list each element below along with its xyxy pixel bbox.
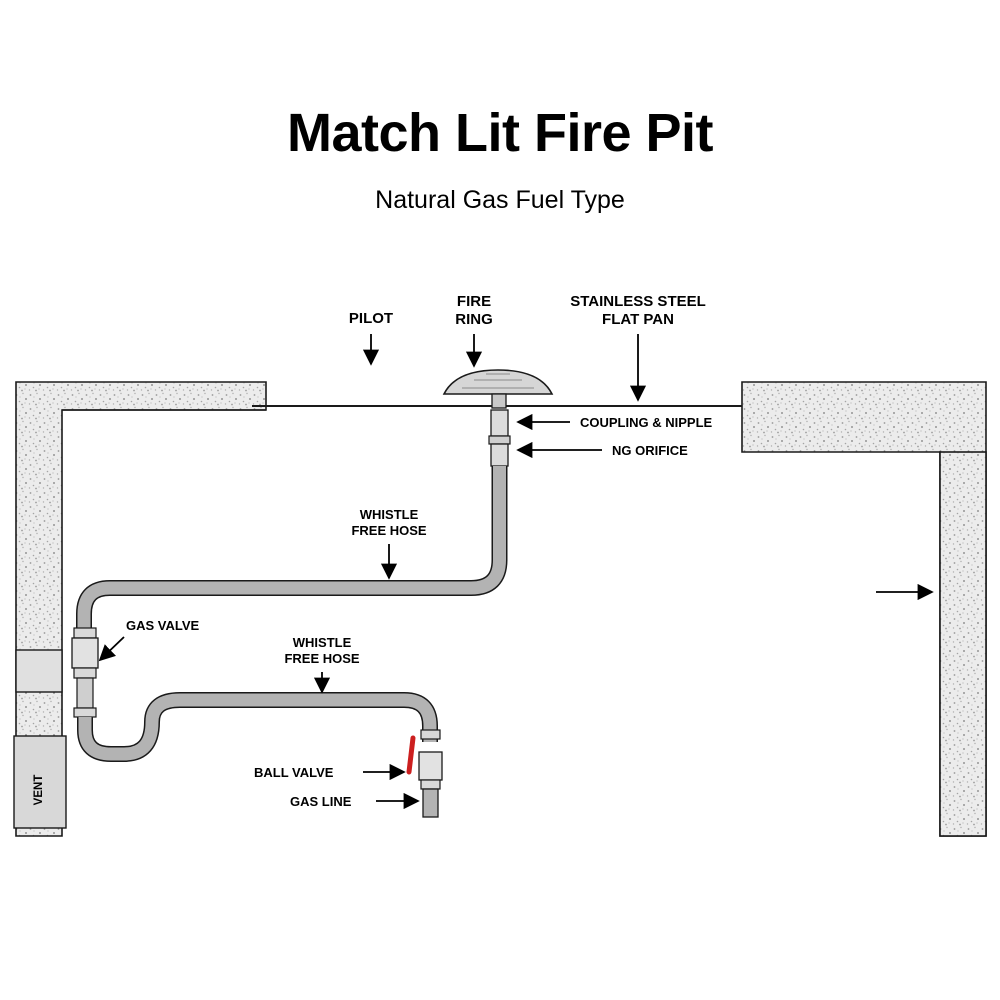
callout-whistle-free-hose-upper — [351, 507, 426, 578]
callout-fire-ring — [455, 293, 493, 366]
right-inner-column — [940, 452, 986, 836]
flat-pan-label-line2: FLAT PAN — [602, 311, 674, 328]
gas-valve-assembly — [72, 628, 98, 717]
gas-line-pipe — [423, 789, 438, 817]
ng-orifice-label: NG ORIFICE — [612, 443, 688, 458]
whistle-free-hose-lower-label-line1: WHISTLE — [292, 635, 352, 650]
gas-valve-top-collar — [74, 628, 96, 638]
callout-gas-line — [290, 794, 418, 809]
fire-ring-assembly — [444, 370, 552, 408]
page-title: Match Lit Fire Pit — [286, 103, 714, 163]
whistle-free-hose-lower-label-line2: FREE HOSE — [284, 651, 360, 666]
fire-ring-label-line1: FIRE — [456, 293, 492, 310]
callout-whistle-free-hose-lower — [284, 635, 359, 692]
coupling-collar — [489, 436, 510, 444]
upper-gas-line — [84, 410, 510, 628]
wall-penetration-sleeve — [16, 650, 62, 692]
ball-valve-handle — [409, 738, 413, 772]
coupling-and-nipple — [491, 410, 508, 436]
ball-valve-label: BALL VALVE — [254, 765, 334, 780]
ball-valve-body — [419, 752, 442, 780]
pilot-label: PILOT — [348, 310, 394, 327]
page-subtitle: Natural Gas Fuel Type — [375, 186, 625, 214]
callout-flat-pan — [570, 293, 706, 400]
gas-valve-body — [72, 638, 98, 668]
callout-pilot — [349, 310, 393, 364]
ball-valve-bottom-collar — [421, 780, 440, 789]
coupling-nipple-label: COUPLING & NIPPLE — [580, 415, 713, 430]
callout-ball-valve — [254, 765, 404, 780]
callout-ng-orifice — [518, 443, 688, 458]
gas-valve-nipple — [77, 678, 93, 708]
whistle-free-hose-upper-label-line1: WHISTLE — [359, 507, 419, 522]
ng-orifice — [491, 444, 508, 466]
whistle-free-hose-upper-label-line2: FREE HOSE — [351, 523, 427, 538]
gas-valve-bottom-collar — [74, 668, 96, 678]
gas-valve-label: GAS VALVE — [126, 618, 200, 633]
whistle-free-hose-upper-outline — [84, 466, 500, 628]
whistle-free-hose-lower — [85, 700, 430, 754]
fire-ring-label-line2: RING — [455, 311, 493, 328]
callout-coupling-nipple — [518, 415, 713, 430]
callout-gas-valve — [100, 618, 200, 660]
gas-valve-leader-line — [100, 637, 124, 660]
ball-valve-top-collar — [421, 730, 440, 739]
gas-line-label: GAS LINE — [290, 794, 352, 809]
flat-pan-label-line1: STAINLESS STEEL — [570, 293, 706, 310]
whistle-free-hose-upper — [84, 466, 500, 628]
fire-ring-stem — [492, 394, 506, 408]
lower-gas-line — [85, 700, 442, 817]
vent-label: VENT — [33, 774, 45, 806]
gas-valve-lower-collar — [74, 708, 96, 717]
